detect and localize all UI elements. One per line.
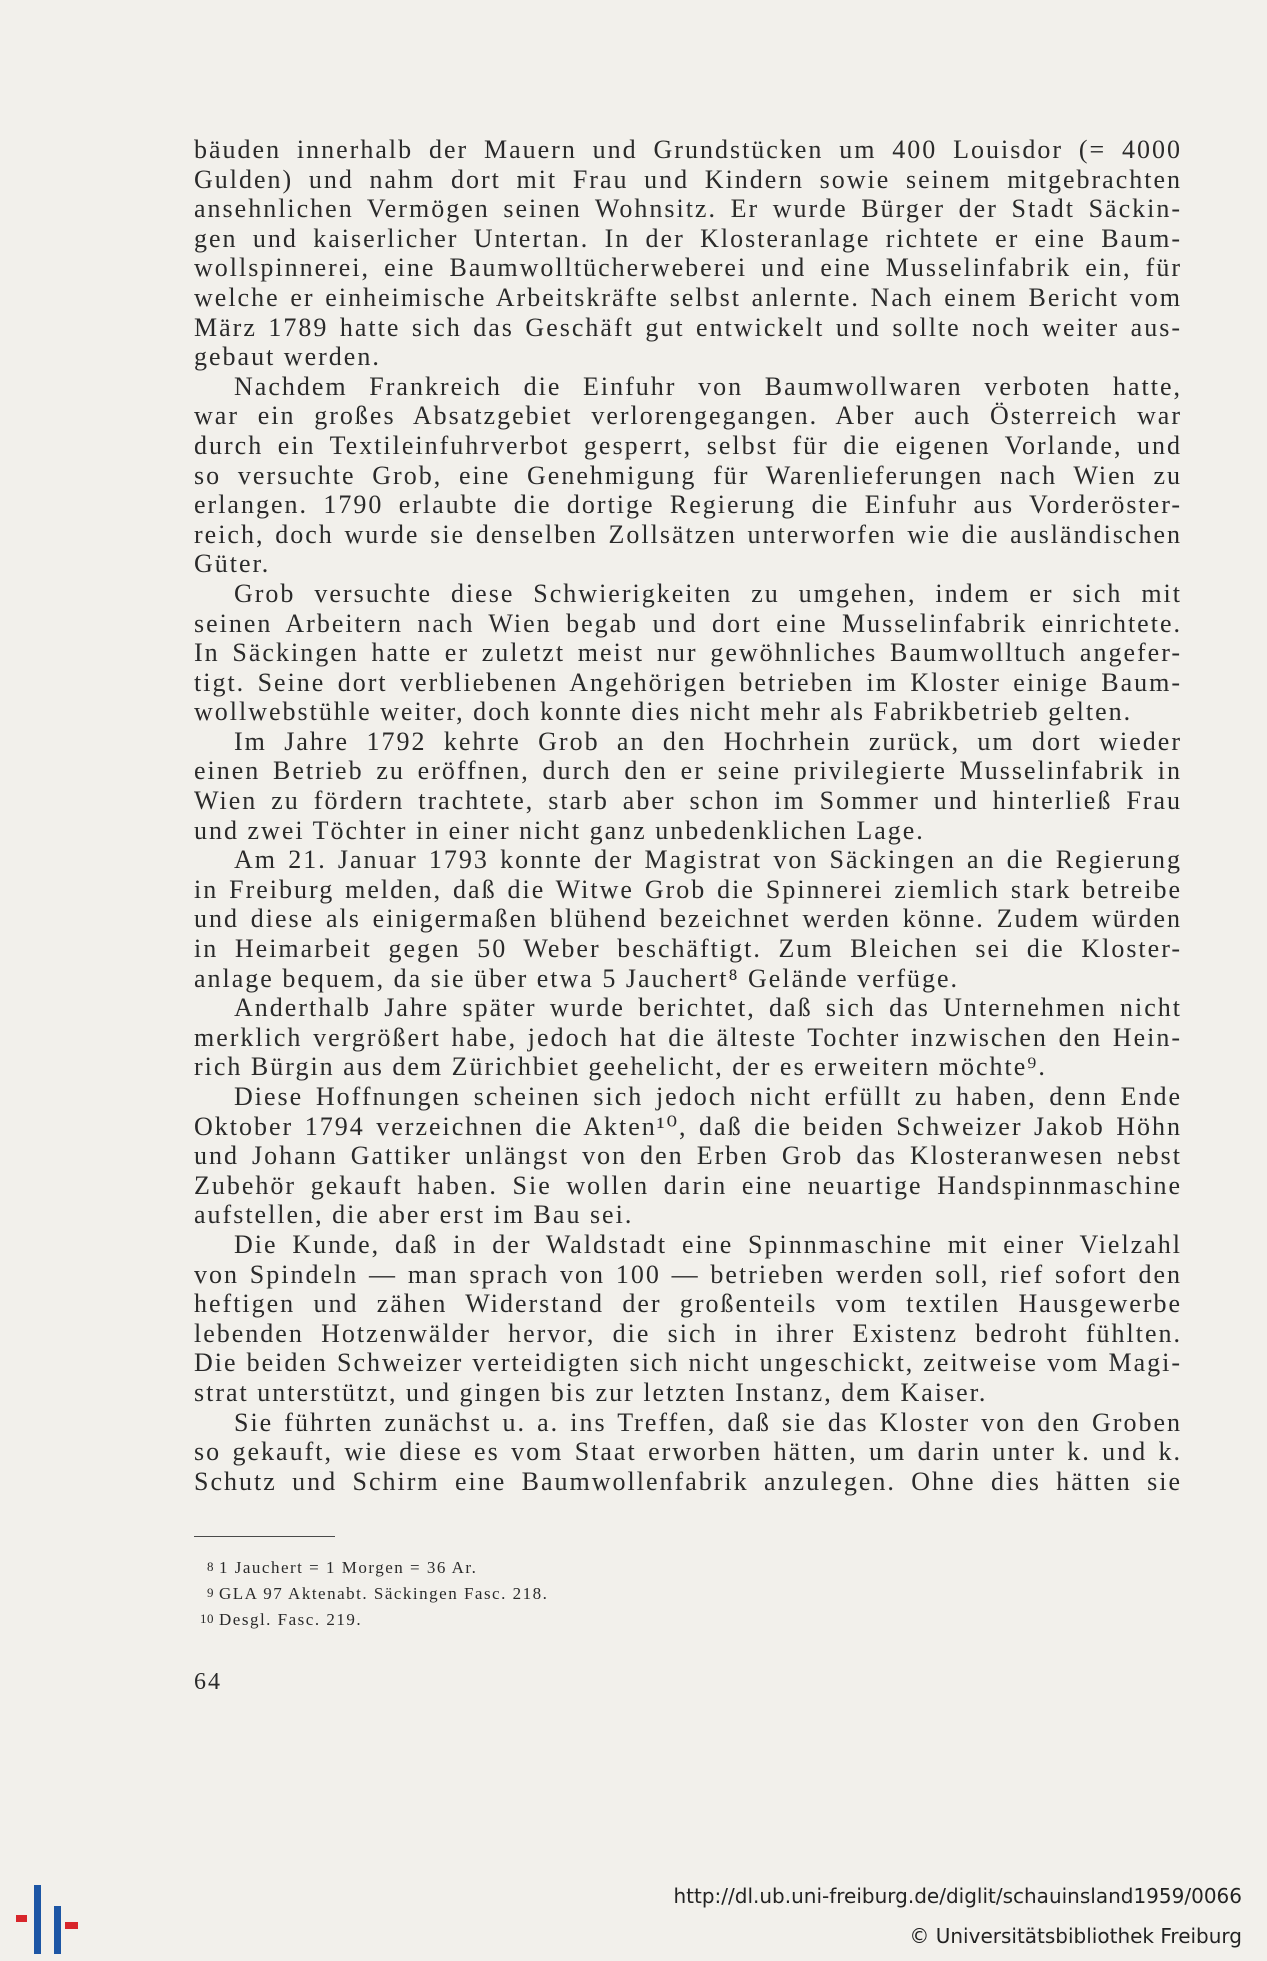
footnote [194, 1580, 894, 1606]
text-line: Anderthalb Jahre später wurde berichtet, daß sich das Unternehmen nicht [234, 993, 1182, 1023]
text-line: so versuchte Grob, eine Genehmigung für Warenlieferungen nach Wien zu [194, 460, 1182, 490]
text-line: Diese Hoffnungen scheinen sich jedoch nicht erfüllt zu haben, denn Ende [234, 1082, 1182, 1111]
text-line: wollwebstühle weiter, doch konnte dies nicht mehr als Fabrikbetrieb gelten. [194, 697, 1133, 727]
text-line: gen und kaiserlicher Untertan. In der Klosteranlage richtete er eine Baum- [194, 223, 1182, 253]
footnotes [194, 1554, 894, 1632]
text-line: In Säckingen hatte er zuletzt meist nur gewöhnliches Baumwolltuch angefer- [194, 638, 1182, 668]
text-line: welche er einheimische Arbeitskräfte selbst anlernte. Nach einem Bericht vom [194, 282, 1182, 312]
text-line: reich, doch wurde sie denselben Zollsätzen unterworfen wie die ausländischen [194, 519, 1182, 549]
text-line: tigt. Seine dort verbliebenen Angehörigen betrieben im Kloster einige Baum- [194, 667, 1182, 697]
footnote-text: Desgl. Fasc. 219. [219, 1610, 363, 1629]
source-url: http://dl.ub.uni-freiburg.de/diglit/schauinsland1959/0066 [673, 1884, 1242, 1908]
text-line: Wien zu fördern trachtete, starb aber schon im Sommer und hinterließ Frau [194, 786, 1182, 816]
text-line: ansehnlichen Vermögen seinen Wohnsitz. Er wurde Bürger der Stadt Säckin- [194, 194, 1182, 224]
footnote [194, 1554, 894, 1580]
ub-freiburg-logo-icon [0, 1880, 90, 1960]
paragraph [194, 1408, 1182, 1497]
page-number: 64 [194, 1669, 222, 1695]
paragraph [194, 993, 1182, 1082]
text-line: Oktober 1794 verzeichnen die Akten¹⁰, daß die beiden Schweizer Jakob Höhn [194, 1111, 1182, 1141]
text-line: Schutz und Schirm eine Baumwollenfabrik anzulegen. Ohne dies hätten sie [194, 1466, 1182, 1496]
text-line: wollspinnerei, eine Baumwolltücherweberei und eine Musselinfabrik ein, für [194, 253, 1182, 283]
text-line: und diese als einigermaßen blühend bezeichnet werden könne. Zudem würden [194, 904, 1182, 934]
text-line: aufstellen, die aber erst im Bau sei. [194, 1200, 634, 1230]
text-line: Im Jahre 1792 kehrte Grob an den Hochrhein zurück, um dort wieder [234, 726, 1182, 756]
text-line: anlage bequem, da sie über etwa 5 Jauchert⁸ Gelände verfüge. [194, 963, 960, 993]
footnote-number: 9 [207, 1585, 214, 1600]
paragraph [194, 1230, 1182, 1408]
text-line: Die Kunde, daß in der Waldstadt eine Spinnmaschine mit einer Vielzahl [234, 1229, 1182, 1259]
text-line: Die beiden Schweizer verteidigten sich nicht ungeschickt, zeitweise vom Magi- [194, 1348, 1182, 1378]
text-line: so gekauft, wie diese es vom Staat erworben hätten, um darin unter k. und k. [194, 1437, 1182, 1467]
body-text [194, 135, 1182, 1496]
text-line: merklich vergrößert habe, jedoch hat die älteste Tochter inzwischen den Hein- [194, 1022, 1182, 1052]
text-line: seinen Arbeitern nach Wien begab und dort eine Musselinfabrik einrichtete. [194, 608, 1182, 638]
footnote-number: 8 [207, 1559, 214, 1574]
text-line: durch ein Textileinfuhrverbot gesperrt, selbst für die eigenen Vorlande, und [194, 430, 1182, 460]
text-line: heftigen und zähen Widerstand der großenteils vom textilen Hausgewerbe [194, 1289, 1182, 1319]
paragraph [194, 579, 1182, 727]
text-line: Güter. [194, 549, 271, 579]
paragraph [194, 727, 1182, 845]
text-line: Sie führten zunächst u. a. ins Treffen, daß sie das Kloster von den Groben [234, 1407, 1182, 1437]
text-line: lebenden Hotzenwälder hervor, die sich in ihrer Existenz bedroht fühlten. [194, 1318, 1182, 1348]
paragraph [194, 135, 1182, 372]
text-line: einen Betrieb zu eröffnen, durch den er seine privilegierte Musselinfabrik in [194, 756, 1182, 786]
text-line: Gulden) und nahm dort mit Frau und Kindern sowie seinem mitgebrachten [194, 164, 1182, 194]
text-line: rich Bürgin aus dem Zürichbiet geehelicht, der es erweitern möchte⁹. [194, 1052, 1047, 1082]
paragraph [194, 845, 1182, 993]
text-line: war ein großes Absatzgebiet verlorengegangen. Aber auch Österreich war [194, 401, 1182, 431]
paragraph [194, 372, 1182, 579]
text-line: gebaut werden. [194, 342, 381, 372]
text-line: Nachdem Frankreich die Einfuhr von Baumwollwaren verboten hatte, [234, 371, 1182, 401]
footnote [194, 1606, 894, 1632]
text-line: Grob versuchte diese Schwierigkeiten zu umgehen, indem er sich mit [234, 578, 1182, 608]
text-line: von Spindeln — man sprach von 100 — betrieben werden soll, rief sofort den [194, 1259, 1182, 1289]
text-line: und zwei Töchter in einer nicht ganz unbedenklichen Lage. [194, 815, 925, 845]
text-line: in Heimarbeit gegen 50 Weber beschäftigt. Zum Bleichen sei die Kloster- [194, 934, 1182, 964]
paragraph [194, 1082, 1182, 1230]
text-line: Zubehör gekauft haben. Sie wollen darin eine neuartige Handspinnmaschine [194, 1170, 1182, 1200]
text-line: und Johann Gattiker unlängst von den Erben Grob das Klosteranwesen nebst [194, 1141, 1182, 1171]
footnote-text: 1 Jauchert = 1 Morgen = 36 Ar. [219, 1558, 478, 1577]
text-line: in Freiburg melden, daß die Witwe Grob die Spinnerei ziemlich stark betreibe [194, 874, 1182, 904]
footnote-number: 10 [200, 1611, 214, 1626]
text-line: Am 21. Januar 1793 konnte der Magistrat von Säckingen an die Regierung [234, 845, 1182, 875]
text-line: März 1789 hatte sich das Geschäft gut entwickelt und sollte noch weiter aus- [194, 312, 1182, 342]
copyright-notice: © Universitätsbibliothek Freiburg [909, 1924, 1242, 1948]
text-line: erlangen. 1790 erlaubte die dortige Regierung die Einfuhr aus Vorderöster- [194, 490, 1182, 520]
footnote-separator [194, 1536, 335, 1537]
footnote-text: GLA 97 Aktenabt. Säckingen Fasc. 218. [219, 1584, 549, 1603]
text-line: strat unterstützt, und gingen bis zur letzten Instanz, dem Kaiser. [194, 1377, 988, 1407]
text-line: bäuden innerhalb der Mauern und Grundstücken um 400 Louisdor (= 4000 [194, 135, 1182, 164]
